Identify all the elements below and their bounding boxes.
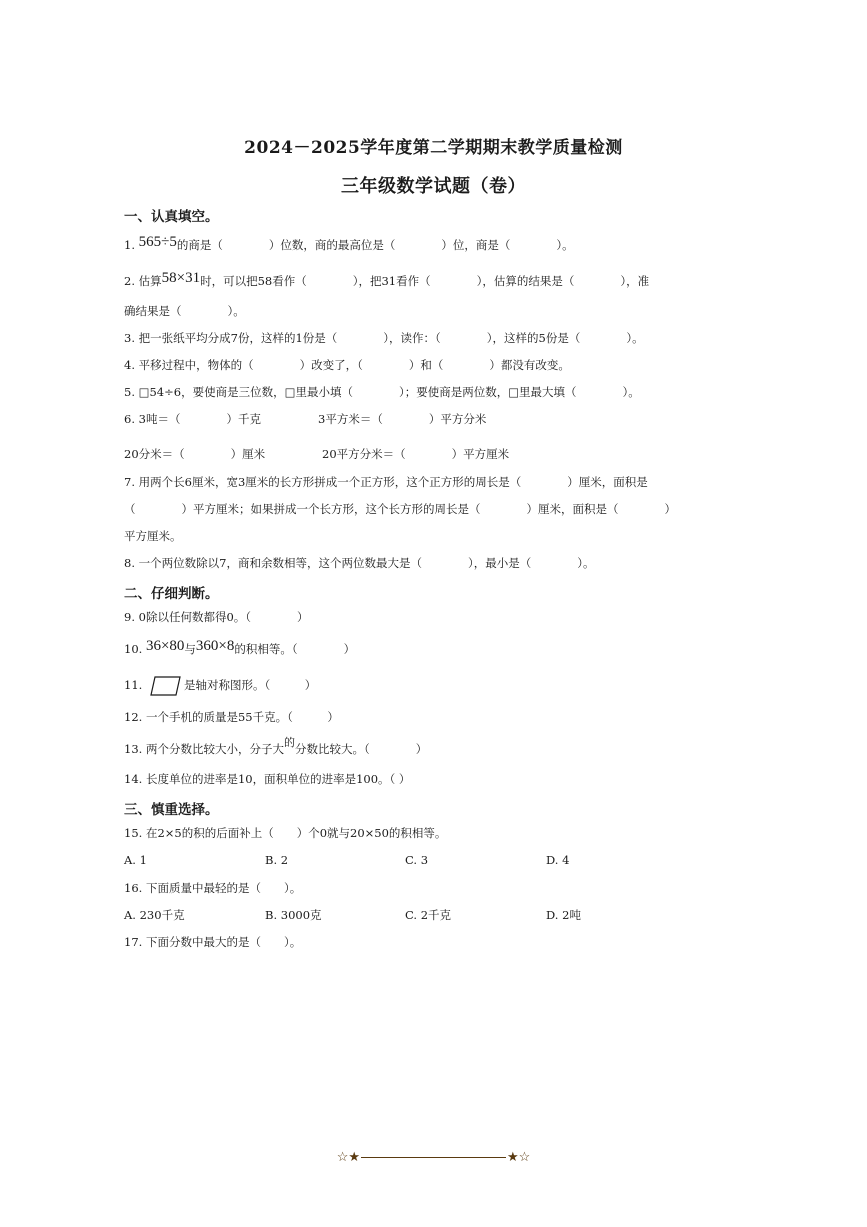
question-2 xyxy=(124,270,650,290)
question-15: 15. 在2×5的积的后面补上（ ）个0就与20×50的积相等。 xyxy=(124,826,447,840)
page-footer xyxy=(0,1150,867,1165)
section-choice: 三、慎重选择。 xyxy=(124,802,219,818)
question-text: 时，可以把58看作（ ），把31看作（ ），估算的结果是（ ），准 xyxy=(200,274,650,288)
option-d: D. 2吨 xyxy=(546,908,581,922)
question-number: 2. xyxy=(124,274,135,288)
question-13 xyxy=(124,736,428,757)
star-icon: ★☆ xyxy=(507,1150,531,1165)
option-a: A. 230千克 xyxy=(124,908,185,922)
exam-title: 2024－2025学年度第二学期期末教学质量检测 xyxy=(244,138,623,158)
option-b: B. 2 xyxy=(265,853,289,867)
section-judgement: 二、仔细判断。 xyxy=(124,586,219,602)
question-text: 13. 两个分数比较大小，分子大 xyxy=(124,742,284,756)
question-11 xyxy=(124,675,316,697)
question-9: 9. 0除以任何数都得0。（ ） xyxy=(124,610,309,624)
question-16: 16. 下面质量中最轻的是（ ）。 xyxy=(124,881,302,895)
question-7-line1: 7. 用两个长6厘米，宽3厘米的长方形拼成一个正方形，这个正方形的周长是（ ）厘米，面积是 xyxy=(124,475,648,489)
math-expression: 360×8 xyxy=(195,638,235,654)
question-6b: 3平方米＝（ ）平方分米 xyxy=(318,412,487,426)
option-c: C. 3 xyxy=(405,853,429,867)
math-expression: 36×80 xyxy=(145,638,185,654)
question-5: 5. □54÷6，要使商是三位数，□里最小填（ ）；要使商是两位数，□里最大填（ ）。 xyxy=(124,385,640,399)
math-expression: 565÷5 xyxy=(138,234,177,250)
question-6a: 6. 3吨＝（ ）千克 xyxy=(124,412,261,426)
math-expression: 58×31 xyxy=(161,270,201,286)
question-text: 是轴对称图形。（ ） xyxy=(183,678,317,692)
question-text: 估算 xyxy=(138,274,162,288)
question-14: 14. 长度单位的进率是10，面积单位的进率是100。（ ） xyxy=(124,772,411,786)
question-text: 分数比较大。（ ） xyxy=(294,742,428,756)
question-3: 3. 把一张纸平均分成7份，这样的1份是（ ），读作：（ ），这样的5份是（ ）。 xyxy=(124,331,644,345)
question-12: 12. 一个手机的质量是55千克。（ ） xyxy=(124,710,339,724)
question-text: 的积相等。（ ） xyxy=(234,642,356,656)
section-fill-in: 一、认真填空。 xyxy=(124,209,219,225)
question-10 xyxy=(124,638,356,658)
question-2-cont: 确结果是（ ）。 xyxy=(124,304,245,318)
question-17: 17. 下面分数中最大的是（ ）。 xyxy=(124,935,302,949)
question-6d: 20平方分米＝（ ）平方厘米 xyxy=(322,447,510,461)
option-b: B. 3000克 xyxy=(265,908,322,922)
option-a: A. 1 xyxy=(124,853,147,867)
question-7-line3: 平方厘米。 xyxy=(124,529,182,543)
exam-subtitle: 三年级数学试题（卷） xyxy=(341,176,526,197)
question-text: 与 xyxy=(184,642,196,656)
star-icon: ☆★ xyxy=(336,1150,360,1165)
question-number: 11. xyxy=(124,678,143,692)
question-1 xyxy=(124,234,574,254)
question-text: 的商是（ ）位数，商的最高位是（ ）位，商是（ ）。 xyxy=(176,238,574,252)
question-8: 8. 一个两位数除以7，商和余数相等，这个两位数最大是（ ），最小是（ ）。 xyxy=(124,556,595,570)
option-c: C. 2千克 xyxy=(405,908,452,922)
question-number: 10. xyxy=(124,642,143,656)
option-d: D. 4 xyxy=(546,853,570,867)
parallelogram-figure xyxy=(146,675,182,697)
question-number: 1. xyxy=(124,238,135,252)
question-6c: 20分米＝（ ）厘米 xyxy=(124,447,266,461)
question-4: 4. 平移过程中，物体的（ ）改变了，（ ）和（ ）都没有改变。 xyxy=(124,358,570,372)
footer-divider xyxy=(361,1157,506,1158)
superscript-text: 的 xyxy=(283,736,295,749)
question-7-line2: （ ）平方厘米；如果拼成一个长方形，这个长方形的周长是（ ）厘米，面积是（ ） xyxy=(124,502,676,516)
